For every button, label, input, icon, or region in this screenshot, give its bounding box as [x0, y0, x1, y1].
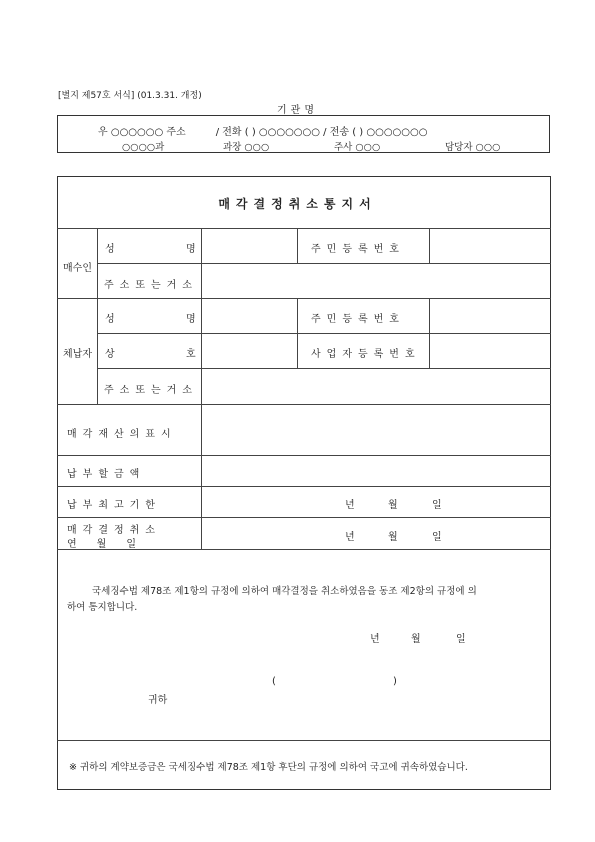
cancel-day: 일: [432, 532, 442, 543]
seal-paren-open: (: [272, 676, 276, 687]
delinquent-biz-number-label: 사업자등록번호: [311, 349, 421, 360]
organization-officer: 주사 ○○○: [334, 142, 381, 153]
row-divider: [57, 228, 551, 229]
delinquent-trade-label-last: 호: [186, 349, 196, 360]
row-divider: [57, 404, 551, 405]
row-divider: [57, 298, 551, 299]
row-divider: [57, 740, 551, 741]
deadline-month: 월: [388, 500, 398, 511]
cancel-month: 월: [388, 532, 398, 543]
form-reference: [별지 제57호 서식] (01.3.31. 개정): [58, 91, 202, 101]
organization-chief: 과장 ○○○: [223, 142, 270, 153]
organization-department: ○○○○과: [122, 142, 165, 153]
delinquent-rrn-label: 주민등록번호: [311, 314, 405, 325]
delinquent-name-label-last: 명: [186, 314, 196, 325]
buyer-name-label-last: 명: [186, 244, 196, 255]
notice-day: 일: [456, 634, 466, 645]
row-divider: [57, 517, 551, 518]
seal-paren-close: ): [393, 676, 397, 687]
column-divider: [297, 228, 298, 263]
cancel-year: 년: [345, 532, 355, 543]
row-divider: [57, 455, 551, 456]
buyer-rrn-label: 주민등록번호: [311, 244, 405, 255]
row-divider: [97, 333, 551, 334]
delinquent-trade-label-first: 상: [105, 349, 115, 360]
addressee-label: 귀하: [148, 695, 168, 706]
column-divider: [297, 298, 298, 368]
notice-month: 월: [411, 634, 421, 645]
delinquent-name-label-first: 성: [105, 314, 115, 325]
row-divider: [57, 486, 551, 487]
deadline-year: 년: [345, 500, 355, 511]
deposit-forfeit-note: ※ 귀하의 계약보증금은 국세징수법 제78조 제1항 후단의 규정에 의하여 국고에 귀속하였습니다.: [69, 762, 468, 773]
cancel-date-label-sub: 연 월 일: [67, 539, 136, 550]
row-divider: [97, 368, 551, 369]
payment-deadline-label: 납부최고기한: [67, 500, 161, 511]
notice-text-line-2: 하여 통지합니다.: [67, 602, 138, 613]
form-title: 매각결정취소통지서: [218, 197, 377, 211]
delinquent-address-label: 주소또는거소: [104, 385, 198, 396]
column-divider: [429, 298, 430, 368]
payment-amount-label: 납부할금액: [67, 469, 146, 480]
notice-form-frame: [57, 176, 551, 790]
deadline-day: 일: [432, 500, 442, 511]
organization-manager: 담당자 ○○○: [445, 142, 501, 153]
notice-year: 년: [370, 634, 380, 645]
row-divider: [97, 263, 551, 264]
organization-name: 기관명: [277, 105, 318, 116]
organization-address-line: 우 ○○○○○○ 주소 / 전화 ( ) ○○○○○○○ / 전송 ( ) ○○○○○○○: [98, 127, 428, 138]
column-divider: [97, 228, 98, 404]
cancel-date-label: 매각결정취소: [67, 525, 161, 536]
column-divider: [429, 228, 430, 263]
delinquent-group-label: 체납자: [63, 349, 92, 360]
buyer-group-label: 매수인: [63, 263, 92, 274]
notice-text-line-1: 국세징수법 제78조 제1항의 규정에 의하여 매각결정을 취소하였음을 동조 제2항의 규정에 의: [92, 586, 477, 597]
column-divider: [201, 228, 202, 549]
buyer-address-label: 주소또는거소: [104, 280, 198, 291]
property-description-label: 매각재산의표시: [67, 429, 177, 440]
buyer-name-label-first: 성: [105, 244, 115, 255]
